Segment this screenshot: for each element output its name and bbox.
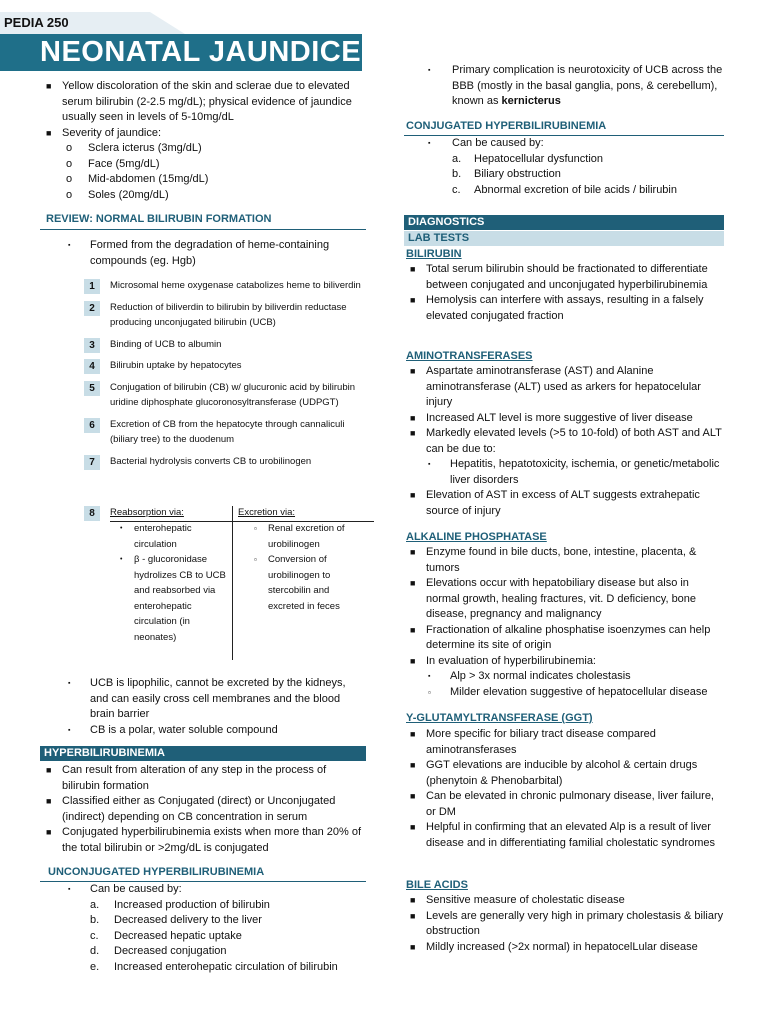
list-item bbox=[404, 426, 724, 457]
ggt-item: GGT elevations are inducible by alcohol & certain drugs (phenytoin & Phenobarbital) bbox=[426, 759, 698, 787]
bullet-icon: ▪ bbox=[428, 461, 431, 468]
section-title-diagnostics: DIAGNOSTICS bbox=[404, 215, 724, 230]
subsection-title-bile-acids: BILE ACIDS bbox=[406, 879, 468, 891]
step-text: Conjugation of bilirubin (CB) w/ glucuronic acid by bilirubin uridine diphosphate glucoronosyltransferase (UDPGT) bbox=[110, 381, 356, 408]
alp-item: In evaluation of hyperbilirubinemia: bbox=[426, 654, 596, 667]
severity-label: Severity of jaundice: bbox=[62, 126, 162, 139]
list-item bbox=[62, 944, 372, 960]
list-item bbox=[404, 293, 724, 324]
alp-subitem: Alp > 3x normal indicates cholestasis bbox=[450, 670, 631, 682]
step-number: 7 bbox=[84, 455, 100, 470]
page-title: NEONATAL JAUNDICE bbox=[40, 36, 362, 68]
bullet-icon: ■ bbox=[46, 765, 52, 775]
section-title-hyperbilirubinemia: HYPERBILIRUBINEMIA bbox=[40, 746, 366, 761]
uncon-item: Increased enterohepatic circulation of bilirubin bbox=[114, 960, 338, 973]
step-item bbox=[84, 358, 369, 374]
bullet-icon: • bbox=[120, 556, 123, 563]
bullet-icon: ■ bbox=[410, 624, 416, 635]
step-item bbox=[84, 278, 369, 294]
review-notes bbox=[62, 676, 362, 738]
bullet-icon: ■ bbox=[410, 791, 416, 801]
amino-item: Elevation of AST in excess of ALT suggests extrahepatic source of injury bbox=[426, 489, 700, 517]
intro-section bbox=[40, 79, 358, 203]
circle-bullet-icon: ▫ bbox=[254, 555, 257, 564]
step-item bbox=[84, 300, 369, 331]
bullet-icon: ■ bbox=[410, 941, 416, 952]
item-letter: e. bbox=[90, 960, 100, 973]
list-item bbox=[404, 457, 724, 488]
hyper-item: Classified either as Conjugated (direct) or Unconjugated (indirect) depending on CB concentration in serum bbox=[62, 795, 336, 823]
item-letter: d. bbox=[90, 945, 100, 957]
step8-column-divider bbox=[232, 506, 233, 660]
list-item bbox=[62, 929, 372, 945]
step-text: Binding of UCB to albumin bbox=[110, 338, 222, 350]
list-item bbox=[62, 238, 362, 269]
uncon-item: Increased production of bilirubin bbox=[114, 898, 270, 911]
list-item bbox=[404, 685, 724, 701]
hyper-list bbox=[40, 763, 362, 856]
reabsorption-item: enterohepatic circulation bbox=[134, 523, 192, 550]
list-item bbox=[252, 552, 364, 614]
section-rule bbox=[40, 229, 366, 230]
list-item bbox=[40, 172, 358, 188]
bullet-icon: ■ bbox=[410, 760, 416, 770]
bullet-icon: ▪ bbox=[428, 140, 431, 147]
severity-item: Sclera icterus (3mg/dL) bbox=[88, 142, 202, 154]
aminotransferases-list bbox=[404, 364, 724, 519]
list-item bbox=[428, 167, 728, 183]
severity-item: Soles (20mg/dL) bbox=[88, 188, 169, 201]
alp-item: Fractionation of alkaline phosphatise isoenzymes can help determine its site of origin bbox=[426, 623, 711, 651]
amino-item: Increased ALT level is more suggestive of liver disease bbox=[426, 411, 693, 424]
item-letter: a. bbox=[452, 152, 462, 165]
bullet-icon: ▪ bbox=[428, 67, 431, 74]
subsection-title-alkaline-phosphatase: ALKALINE PHOSPHATASE bbox=[406, 531, 547, 543]
bile-acids-list bbox=[404, 893, 724, 955]
circle-bullet-icon: o bbox=[66, 173, 73, 185]
bullet-icon: ■ bbox=[46, 81, 52, 91]
step-number: 2 bbox=[84, 301, 100, 316]
list-item bbox=[404, 623, 724, 654]
bullet-icon: ■ bbox=[410, 895, 416, 905]
subsection-title-bilirubin: BILIRUBIN bbox=[406, 248, 462, 260]
step-text: Bacterial hydrolysis converts CB to urobilinogen bbox=[110, 455, 312, 467]
item-letter: b. bbox=[90, 914, 100, 926]
bilirubin-item: Total serum bilirubin should be fractionated to differentiate between conjugated and unconjugated hyperbilirubinemia bbox=[426, 263, 708, 291]
list-item bbox=[404, 909, 724, 940]
kernicterus-text: Primary complication is neurotoxicity of UCB across the BBB (mostly in the basal ganglia, pons, & cerebellum), known as bbox=[452, 64, 723, 107]
bullet-icon: ■ bbox=[410, 729, 416, 739]
circle-bullet-icon: o bbox=[66, 188, 73, 201]
intro-text: Yellow discoloration of the skin and sclerae due to elevated serum bilirubin (2-2.5 mg/dL); physical evidence of jaundice usually seen in levels of 5-10mg/dL bbox=[62, 80, 352, 123]
bullet-icon: ▪ bbox=[68, 242, 71, 249]
list-item bbox=[404, 654, 724, 670]
reabsorption-item: β - glucoronidase hydrolizes CB to UCB and reabsorbed via enterohepatic circulation (in neonates) bbox=[134, 554, 226, 643]
bullet-icon: ■ bbox=[46, 796, 52, 806]
bullet-icon: ■ bbox=[410, 578, 416, 588]
step-number: 3 bbox=[84, 338, 100, 353]
bile-item: Sensitive measure of cholestatic disease bbox=[426, 894, 625, 906]
list-item bbox=[404, 893, 724, 909]
ggt-list bbox=[404, 727, 724, 851]
ggt-item: Helpful in confirming that an elevated Alp is a result of liver disease and in differentiating familial cholestatic syndromes bbox=[426, 821, 716, 849]
list-item bbox=[40, 794, 362, 825]
hyper-item: Can result from alteration of any step in the process of bilirubin formation bbox=[62, 764, 327, 792]
conj-lead: Can be caused by: bbox=[452, 137, 544, 149]
section-title-unconjugated: UNCONJUGATED HYPERBILIRUBINEMIA bbox=[48, 866, 265, 878]
list-item bbox=[118, 521, 230, 552]
excretion-title: Excretion via: bbox=[238, 507, 296, 518]
bullet-icon: ■ bbox=[410, 822, 416, 832]
step-number: 5 bbox=[84, 381, 100, 396]
list-item bbox=[40, 763, 362, 794]
step-item bbox=[84, 337, 369, 353]
circle-bullet-icon: ▫ bbox=[428, 687, 431, 697]
step-text: Excretion of CB from the hepatocyte through cannaliculi (biliary tree) to the duodenum bbox=[110, 418, 345, 445]
circle-bullet-icon: o bbox=[66, 142, 73, 154]
bile-item: Mildly increased (>2x normal) in hepatocelLular disease bbox=[426, 940, 698, 953]
item-letter: a. bbox=[90, 898, 100, 911]
bullet-icon: ■ bbox=[410, 547, 416, 557]
alp-subitem: Milder elevation suggestive of hepatocellular disease bbox=[450, 685, 708, 698]
conjugated-list bbox=[428, 136, 728, 198]
list-item bbox=[40, 825, 362, 856]
conj-item: Biliary obstruction bbox=[474, 168, 561, 180]
bullet-icon: ■ bbox=[410, 295, 416, 305]
section-title-lab-tests: LAB TESTS bbox=[404, 231, 724, 246]
list-item bbox=[62, 913, 372, 929]
conj-item: Hepatocellular dysfunction bbox=[474, 152, 604, 165]
list-item bbox=[62, 723, 362, 739]
step-text: Bilirubin uptake by hepatocytes bbox=[110, 360, 242, 371]
bilirubin-steps bbox=[84, 278, 369, 475]
step-number: 8 bbox=[84, 506, 100, 521]
severity-item: Mid-abdomen (15mg/dL) bbox=[88, 173, 209, 185]
bile-item: Levels are generally very high in primary cholestasis & biliary obstruction bbox=[426, 909, 724, 937]
section-title-conjugated: CONJUGATED HYPERBILIRUBINEMIA bbox=[406, 120, 607, 132]
list-item bbox=[404, 262, 724, 293]
hyper-item: Conjugated hyperbilirubinemia exists when more than 20% of the total bilirubin or >2mg/dL is conjugated bbox=[62, 826, 362, 854]
amino-subitem: Hepatitis, hepatotoxicity, ischemia, or genetic/metabolic liver disorders bbox=[450, 458, 720, 486]
review-intro bbox=[62, 238, 362, 269]
alp-list bbox=[404, 545, 724, 700]
uncon-item: Decreased delivery to the liver bbox=[114, 914, 262, 926]
bilirubin-list bbox=[404, 262, 724, 324]
kernicterus-note bbox=[428, 63, 728, 110]
list-item bbox=[40, 126, 358, 142]
excretion-item: Conversion of urobilinogen to stercobilin and excreted in feces bbox=[268, 554, 340, 612]
unconjugated-list bbox=[62, 882, 372, 975]
list-item bbox=[404, 820, 724, 851]
list-item bbox=[404, 364, 724, 411]
bullet-icon: ■ bbox=[410, 490, 416, 500]
bullet-icon: ▪ bbox=[68, 886, 71, 893]
uncon-lead: Can be caused by: bbox=[90, 883, 182, 895]
list-item bbox=[40, 79, 358, 126]
amino-item: Markedly elevated levels (>5 to 10-fold) of both AST and ALT can be due to: bbox=[426, 427, 722, 455]
step-text: Microsomal heme oxygenase catabolizes heme to biliverdin bbox=[110, 280, 361, 291]
list-item bbox=[62, 676, 362, 723]
reabsorption-title: Reabsorption via: bbox=[110, 507, 184, 518]
list-item bbox=[40, 157, 358, 173]
step-number: 4 bbox=[84, 359, 100, 374]
bullet-icon: • bbox=[120, 525, 123, 532]
list-item bbox=[428, 136, 728, 152]
reabsorption-list bbox=[118, 521, 230, 645]
list-item bbox=[40, 141, 358, 157]
ggt-item: More specific for biliary tract disease compared aminotransferases bbox=[426, 728, 656, 756]
circle-bullet-icon: o bbox=[66, 157, 73, 170]
item-letter: c. bbox=[452, 183, 461, 196]
amino-item: Aspartate aminotransferase (AST) and Alanine aminotransferase (ALT) used as arkers for hepatocelular injury bbox=[426, 365, 701, 408]
list-item bbox=[404, 940, 724, 956]
severity-item: Face (5mg/dL) bbox=[88, 157, 160, 170]
list-item bbox=[404, 758, 724, 789]
list-item bbox=[252, 521, 364, 552]
list-item bbox=[428, 152, 728, 168]
alp-item: Enzyme found in bile ducts, bone, intestine, placenta, & tumors bbox=[426, 546, 697, 574]
list-item bbox=[62, 882, 372, 898]
list-item bbox=[404, 576, 724, 623]
step-text: Reduction of biliverdin to bilirubin by biliverdin reductase producing unconjugated bilirubin (UCB) bbox=[110, 301, 347, 328]
bullet-icon: ■ bbox=[410, 428, 416, 438]
step-number: 6 bbox=[84, 418, 100, 433]
uncon-item: Decreased hepatic uptake bbox=[114, 929, 242, 942]
bullet-icon: ■ bbox=[46, 127, 52, 138]
review-text: Formed from the degradation of heme-containing compounds (eg. Hgb) bbox=[90, 239, 330, 267]
list-item bbox=[404, 488, 724, 519]
conj-item: Abnormal excretion of bile acids / bilirubin bbox=[474, 183, 677, 196]
item-letter: b. bbox=[452, 168, 462, 180]
list-item bbox=[404, 545, 724, 576]
bullet-icon: ■ bbox=[410, 264, 416, 274]
list-item bbox=[62, 960, 372, 976]
step-item bbox=[84, 417, 369, 448]
uncon-item: Decreased conjugation bbox=[114, 945, 227, 957]
subsection-title-ggt: Y-GLUTAMYLTRANSFERASE (GGT) bbox=[406, 712, 593, 724]
step-item bbox=[84, 454, 369, 470]
list-item bbox=[404, 669, 724, 685]
ggt-item: Can be elevated in chronic pulmonary disease, liver failure, or DM bbox=[426, 790, 714, 818]
excretion-list bbox=[252, 521, 364, 614]
list-item bbox=[404, 789, 724, 820]
bullet-icon: ■ bbox=[410, 412, 416, 423]
review-text: UCB is lipophilic, cannot be excreted by the kidneys, and can easily cross cell membranes and the blood brain barrier bbox=[90, 677, 346, 720]
list-item bbox=[428, 63, 728, 110]
bullet-icon: ■ bbox=[410, 366, 416, 376]
step-number: 1 bbox=[84, 279, 100, 294]
step-item bbox=[84, 380, 369, 411]
list-item bbox=[118, 552, 230, 645]
list-item bbox=[404, 411, 724, 427]
bullet-icon: ■ bbox=[46, 827, 52, 837]
alp-item: Elevations occur with hepatobiliary disease but also in normal growth, healing fractures, vit. D deficiency, bone disease, pregnancy and malignancy bbox=[426, 577, 697, 620]
list-item bbox=[62, 898, 372, 914]
bullet-icon: ■ bbox=[410, 655, 416, 666]
excretion-item: Renal excretion of urobilinogen bbox=[268, 523, 345, 550]
circle-bullet-icon: ▫ bbox=[254, 524, 257, 533]
bilirubin-item: Hemolysis can interfere with assays, resulting in a falsely elevated conjugated fraction bbox=[426, 294, 704, 322]
list-item bbox=[40, 188, 358, 204]
bullet-icon: ■ bbox=[410, 910, 416, 921]
list-item bbox=[428, 183, 728, 199]
review-text: CB is a polar, water soluble compound bbox=[90, 723, 278, 736]
bullet-icon: ▪ bbox=[68, 726, 71, 734]
bullet-icon: ▪ bbox=[68, 680, 71, 687]
subsection-title-aminotransferases: AMINOTRANSFERASES bbox=[406, 350, 533, 362]
bullet-icon: ▪ bbox=[428, 673, 431, 680]
kernicterus-keyword: kernicterus bbox=[501, 95, 561, 107]
list-item bbox=[404, 727, 724, 758]
course-code: PEDIA 250 bbox=[4, 15, 69, 30]
item-letter: c. bbox=[90, 929, 99, 942]
section-title-review: REVIEW: NORMAL BILIRUBIN FORMATION bbox=[46, 213, 272, 225]
